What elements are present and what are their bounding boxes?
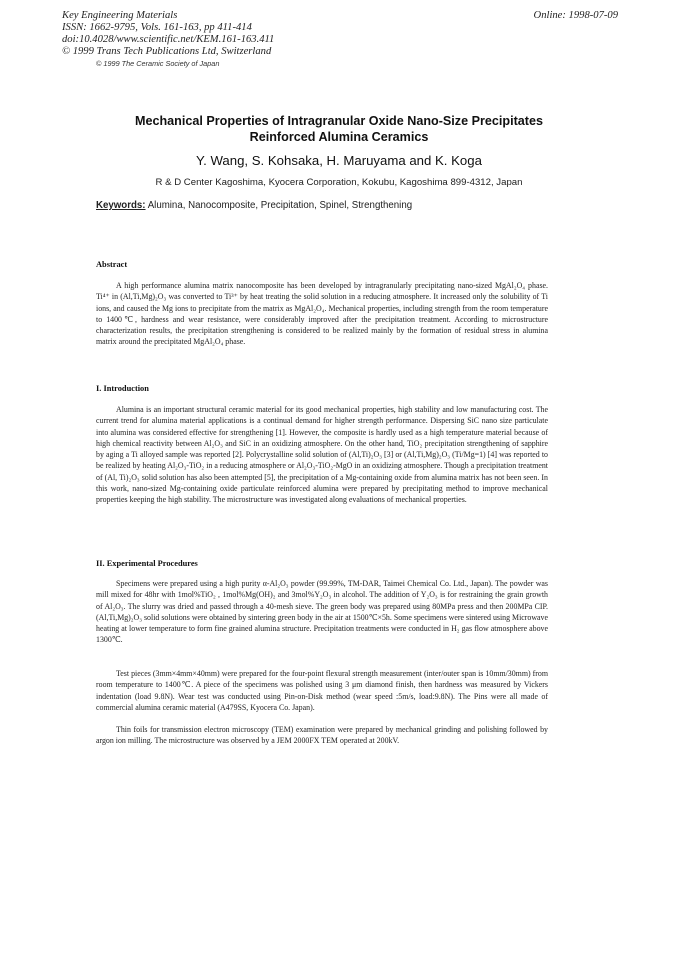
- keywords-list: Alumina, Nanocomposite, Precipitation, Spinel, Strengthening: [147, 200, 413, 211]
- abstract-text: A high performance alumina matrix nanocomposite has been developed by intragranularly precipitating nano-sized MgAl₂O₄ phase. Ti⁴⁺ in (Al,Ti,Mg)₂O₃ was converted to Ti³⁺ by heat treating the solid solution in a reducing atmosphere. It increased only the solubility of Ti ions, and caused the Mg ions to precipitate from the matrix as MgAl₂O₄. Mechanical properties, including strength from the room temperature to 1400℃, hardness and wear resistance, were considerably improved after the precipitation treatment. According to microstructure characterization results, the precipitation strengthening is considered to be realized mainly by the formation of residual stress in alumina matrix around the precipitated MgAl₂O₄ phase.: [96, 281, 548, 347]
- online-date: Online: 1998-07-09: [533, 10, 618, 21]
- copyright-line: © 1999 Trans Tech Publications Ltd, Switzerland: [62, 46, 272, 57]
- affiliation: R & D Center Kagoshima, Kyocera Corporation, Kokubu, Kagoshima 899-4312, Japan: [155, 177, 523, 188]
- issn-line: ISSN: 1662-9795, Vols. 161-163, pp 411-414: [62, 22, 252, 33]
- keywords: [96, 200, 596, 211]
- abstract-heading: Abstract: [96, 260, 128, 269]
- publication-header: [62, 10, 618, 69]
- introduction-text: Alumina is an important structural ceramic material for its good mechanical properties, high stability and low manufacturing cost. The current trend for alumina material applications is a continual demand for higher strength performance. Dispersing SiC nano size particulate into alumina was considered effective for strengthening [1]. However, the composite is hardly used as a high temperature material because of high chemical reactivity between Al₂O₃ and SiC in an oxidizing atmosphere. On the other hand, TiO₂ precipitation strengthening of sapphire by aging a Ti alloyed sample was reported [2]. Polycrystalline solid solution of (Al,Ti)₂O₃ [3] or (Al,Ti,Mg)₂O₃ (Ti/Mg=1) [4] was reported to be realized by heating Al₂O₃-TiO₂ in a reducing atmosphere or Al₂O₃-TiO₂-MgO in an oxidizing atmosphere. Though a precipitation treatment of (Al, Ti)₂O₃ solid solution has also been attempted [5], the precipitation of a Mg-containing oxide from alumina matrix has not been seen. In this work, nano-sized Mg-containing oxide particulate reinforced alumina were prepared by precipitating method to improve mechanical properties keeping the high stability. The microstructure was investigated along evaluations of mechanical properties.: [96, 405, 548, 505]
- title-line-2: Reinforced Alumina Ceramics: [249, 129, 429, 144]
- keywords-label: Keywords:: [96, 200, 146, 211]
- experimental-paragraph-2: Test pieces (3mm×4mm×40mm) were prepared for the four-point flexural strength measurement (inter/outer span is 10mm/30mm) from room temperature to 1400℃. A piece of the specimens was polished using 3 μm diamond finish, then hardness was measured by Vickers indentation (load 9.8N). Wear test was conducted using Pin-on-Disk method (wear speed :5m/s, load:9.8N). The Pins were all made of commercial alumina ceramic material (A479SS, Kyocera Co. Japan).: [96, 669, 548, 712]
- paper-title: [60, 114, 618, 145]
- society-copyright: © 1999 The Ceramic Society of Japan: [96, 59, 220, 68]
- experimental-heading: II. Experimental Procedures: [96, 559, 198, 568]
- doi-line: doi:10.4028/www.scientific.net/KEM.161-163.411: [62, 34, 275, 45]
- authors: Y. Wang, S. Kohsaka, H. Maruyama and K. Koga: [196, 153, 482, 168]
- introduction-heading: I. Introduction: [96, 384, 149, 393]
- title-line-1: Mechanical Properties of Intragranular Oxide Nano-Size Precipitates: [134, 114, 544, 128]
- journal-name: Key Engineering Materials: [62, 10, 178, 21]
- experimental-paragraph-3: Thin foils for transmission electron microscopy (TEM) examination were prepared by mechanical grinding and polishing followed by argon ion milling. The microstructure was observed by a JEM 2000FX TEM operated at 200kV.: [96, 725, 548, 746]
- experimental-paragraph-1: Specimens were prepared using a high purity α-Al₂O₃ powder (99.99%, TM-DAR, Taimei Chemical Co. Ltd., Japan). The powder was mill mixed for 48hr with 1mol%TiO₂ , 1mol%Mg(OH)₂ and 3mol%Y₂O₃ in alcohol. The addition of Y₂O₃ is for restraining the grain growth of Al₂O₃. The slurry was dried and passed through a 40-mesh sieve. The green body was prepared using 80MPa press and then 200MPa CIP. (Al,Ti,Mg)₂O₃ solid solutions were obtained by sintering green body in the air at 1500℃×5h. Some specimens were sintered using Microwave heating at lower temperature to form fine grained alumina structure. Precipitation treatments were conducted in H₂ gas flow atmosphere above 1300℃.: [96, 579, 548, 645]
